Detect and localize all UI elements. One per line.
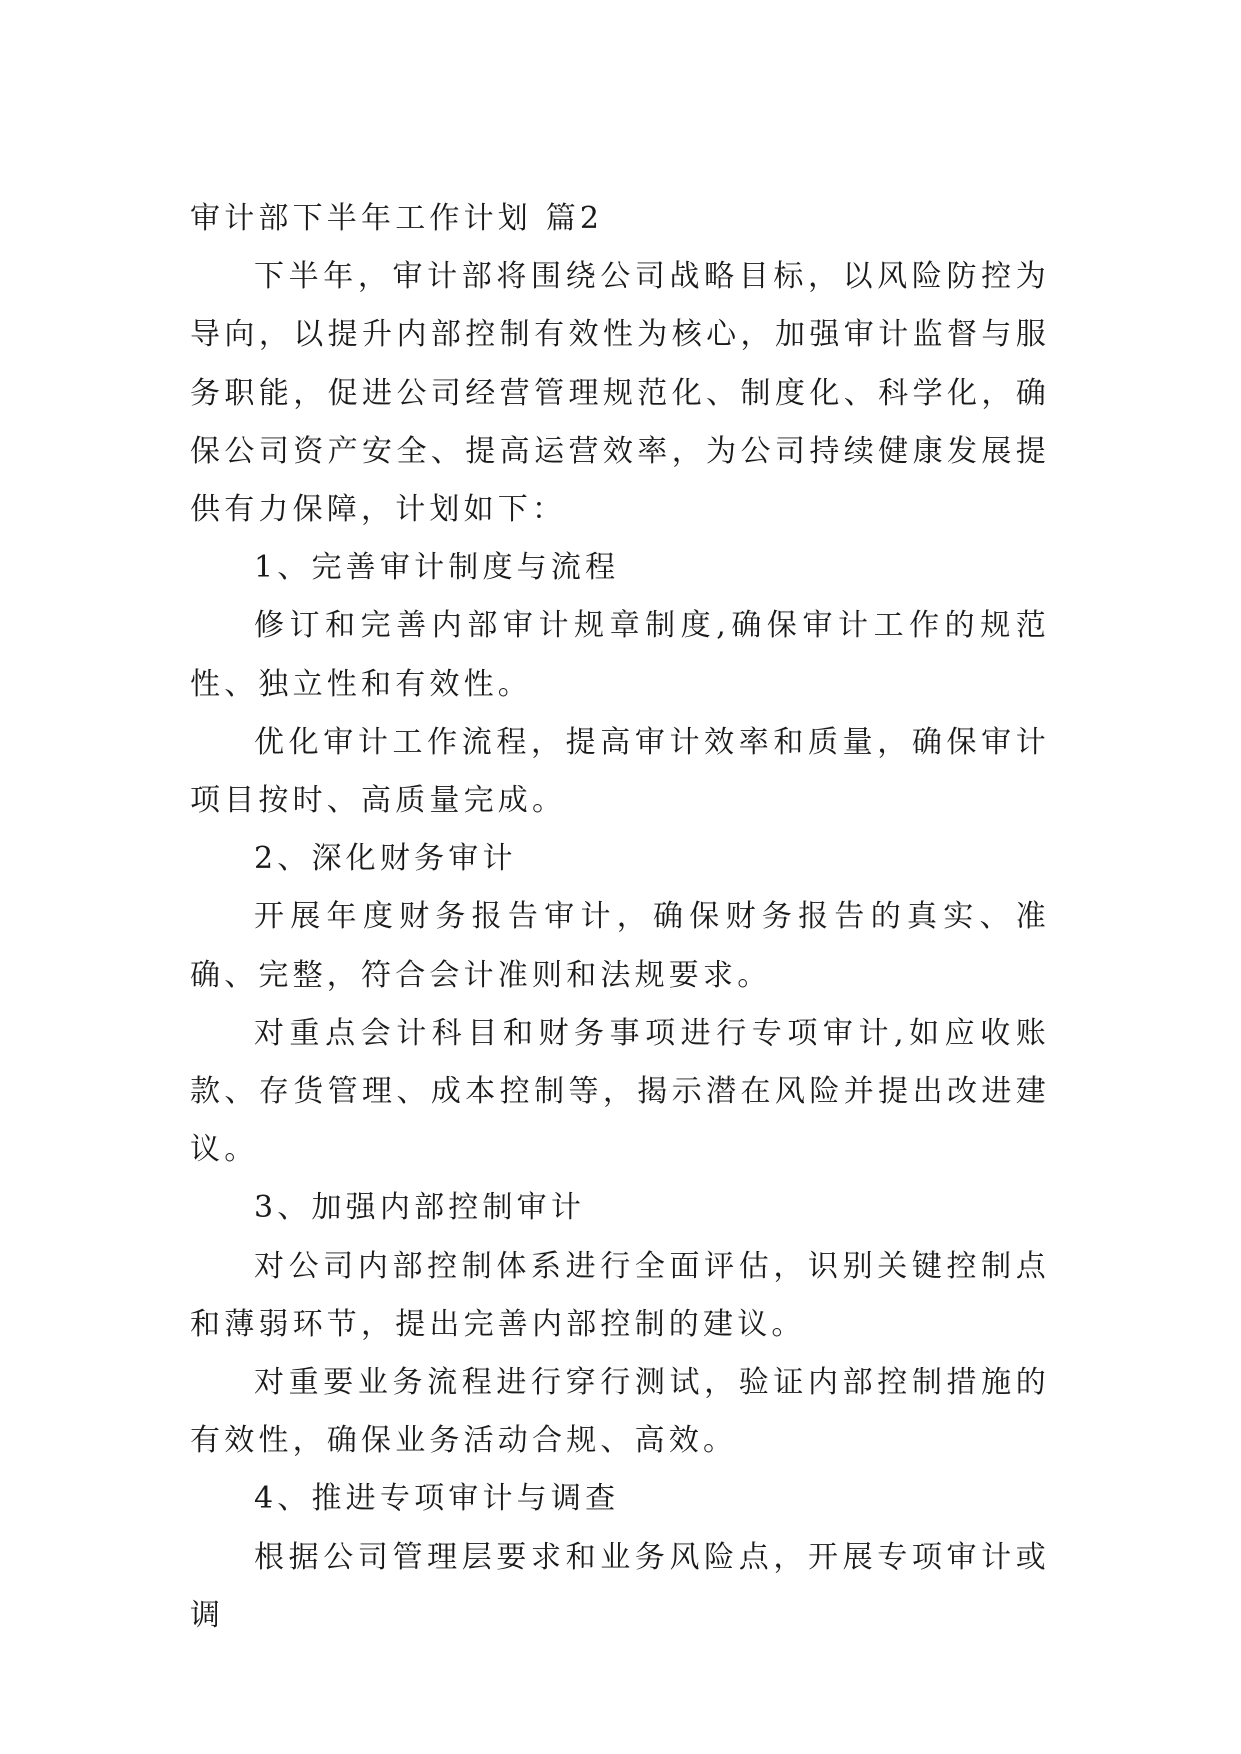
section-paragraph: 根据公司管理层要求和业务风险点，开展专项审计或调 bbox=[190, 1539, 1050, 1633]
section-heading: 1、完善审计制度与流程 bbox=[254, 550, 620, 586]
intro-paragraph: 下半年，审计部将围绕公司战略目标，以风险防控为导向，以提升内部控制有效性为核心，加强审计监督与服务职能，促进公司经营管理规范化、制度化、科学化，确保公司资产安全、提高运营效率，为公司持续健康发展提供有力保障，计划如下： bbox=[190, 259, 1050, 528]
document-title: 审计部下半年工作计划 篇2 bbox=[190, 201, 604, 236]
document-body bbox=[190, 190, 1050, 1645]
section-paragraph: 优化审计工作流程，提高审计效率和质量，确保审计项目按时、高质量完成。 bbox=[190, 724, 1050, 819]
section-1 bbox=[190, 539, 1050, 830]
section-heading: 3、加强内部控制审计 bbox=[254, 1190, 586, 1226]
section-paragraph: 对重点会计科目和财务事项进行专项审计,如应收账款、存货管理、成本控制等，揭示潜在风险并提出改进建议。 bbox=[190, 1015, 1050, 1168]
section-paragraph: 修订和完善内部审计规章制度,确保审计工作的规范性、独立性和有效性。 bbox=[190, 608, 1050, 702]
section-paragraph: 开展年度财务报告审计，确保财务报告的真实、准确、完整，符合会计准则和法规要求。 bbox=[190, 899, 1050, 993]
section-3 bbox=[190, 1179, 1050, 1470]
section-heading: 4、推进专项审计与调查 bbox=[254, 1481, 620, 1517]
section-paragraph: 对重要业务流程进行穿行测试，验证内部控制措施的有效性，确保业务活动合规、高效。 bbox=[190, 1365, 1050, 1459]
section-2 bbox=[190, 830, 1050, 1179]
section-paragraph: 对公司内部控制体系进行全面评估，识别关键控制点和薄弱环节，提出完善内部控制的建议。 bbox=[190, 1248, 1050, 1342]
section-heading: 2、深化财务审计 bbox=[254, 841, 517, 877]
section-4 bbox=[190, 1470, 1050, 1645]
